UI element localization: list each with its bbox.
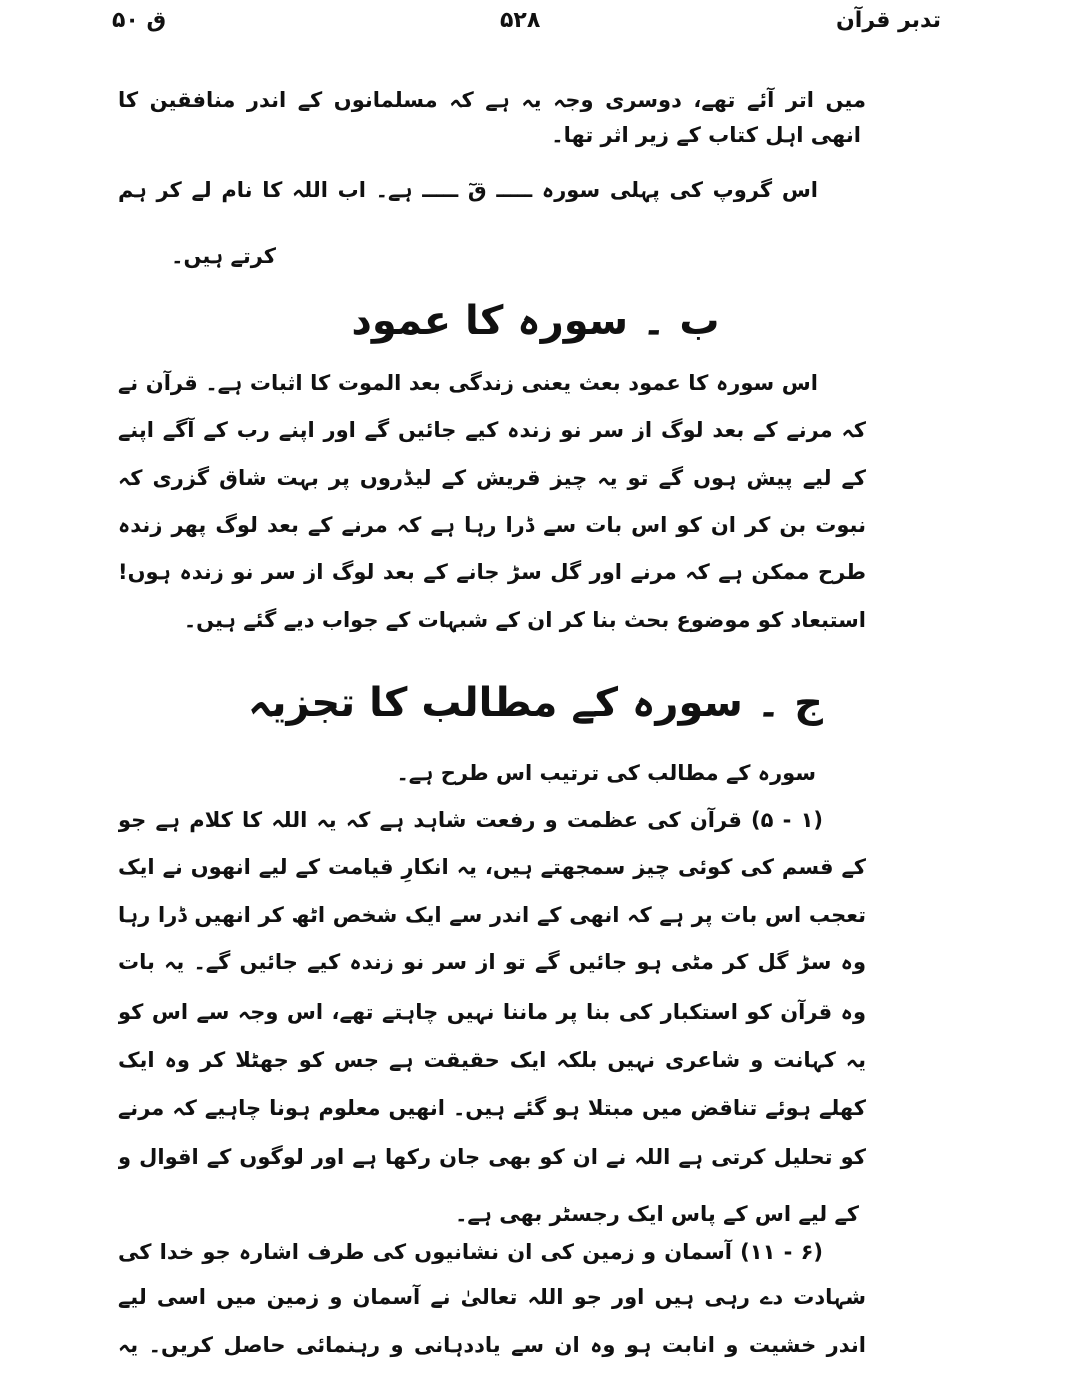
text-line: (۱ - ۵) قرآن کی عظمت و رفعت شاہد ہے کہ یہ اللہ کا کلام ہے جو (118, 808, 823, 832)
text-line: کے لیے پیش ہوں گے تو یہ چیز قریش کے لیڈروں پر بہت شاق گزری کہ (118, 466, 866, 490)
text-line: کرتے ہیں۔ (171, 244, 276, 268)
section-heading: ب ۔ سورہ کا عمود (351, 298, 720, 344)
text-line: کو تحلیل کرتی ہے اللہ نے ان کو بھی جان رکھا ہے اور لوگوں کے اقوال و (118, 1145, 866, 1169)
text-line: اندر خشیت و انابت ہو وہ ان سے یاددہانی و رہنمائی حاصل کریں۔ یہ (118, 1333, 866, 1357)
text-line: شہادت دے رہی ہیں اور جو اللہ تعالیٰ نے آسمان و زمین میں اسی لیے (118, 1285, 866, 1309)
section-heading: ج ۔ سورہ کے مطالب کا تجزیہ (248, 680, 823, 726)
text-line: استبعاد کو موضوع بحث بنا کر ان کے شبہات کے جواب دیے گئے ہیں۔ (183, 608, 866, 632)
text-line: کے لیے اس کے پاس ایک رجسٹر بھی ہے۔ (455, 1202, 859, 1226)
text-line: (۶ - ۱۱) آسمان و زمین کی ان نشانیوں کی طرف اشارہ جو خدا کی (118, 1240, 823, 1264)
text-line: طرح ممکن ہے کہ مرنے اور گل سڑ جانے کے بعد لوگ از سر نو زندہ ہوں! (118, 560, 866, 584)
page-number: ۵۲۸ (500, 8, 541, 33)
text-line: اس گروپ کی پہلی سورہ ـــــ قٓ ـــــ ہے۔ اب اللہ کا نام لے کر ہم (118, 178, 818, 202)
text-line: وہ قرآن کو استکبار کی بنا پر ماننا نہیں چاہتے تھے، اس وجہ سے اس کو (118, 1000, 866, 1024)
text-line: یہ کہانت و شاعری نہیں بلکہ ایک حقیقت ہے جس کو جھٹلا کر وہ ایک (118, 1048, 866, 1072)
text-line: کہ مرنے کے بعد لوگ از سر نو زندہ کیے جائیں گے اور اپنے رب کے آگے اپنے (118, 418, 866, 442)
surah-reference: ق ۵۰ (112, 8, 167, 33)
text-line: تعجب اس بات پر ہے کہ انھی کے اندر سے ایک شخص اٹھ کر انھیں ڈرا رہا (118, 903, 866, 927)
text-line: میں اتر آئے تھے، دوسری وجہ یہ ہے کہ مسلمانوں کے اندر منافقین کا (118, 88, 866, 112)
book-title: تدبر قرآن (836, 8, 941, 33)
text-line: سورہ کے مطالب کی ترتیب اس طرح ہے۔ (396, 761, 816, 785)
text-line: اس سورہ کا عمود بعث یعنی زندگی بعد الموت کا اثبات ہے۔ قرآن نے (118, 371, 818, 395)
text-line: وہ سڑ گل کر مٹی ہو جائیں گے تو از سر نو زندہ کیے جائیں گے۔ یہ بات (118, 950, 866, 974)
text-line: نبوت بن کر ان کو اس بات سے ڈرا رہا ہے کہ مرنے کے بعد لوگ پھر زندہ (118, 513, 866, 537)
text-line: کے قسم کی کوئی چیز سمجھتے ہیں، یہ انکارِ قیامت کے لیے انھوں نے ایک (118, 855, 866, 879)
text-line: انھی اہل کتاب کے زیر اثر تھا۔ (551, 123, 861, 147)
text-line: کھلے ہوئے تناقض میں مبتلا ہو گئے ہیں۔ انھیں معلوم ہونا چاہیے کہ مرنے (118, 1096, 866, 1120)
